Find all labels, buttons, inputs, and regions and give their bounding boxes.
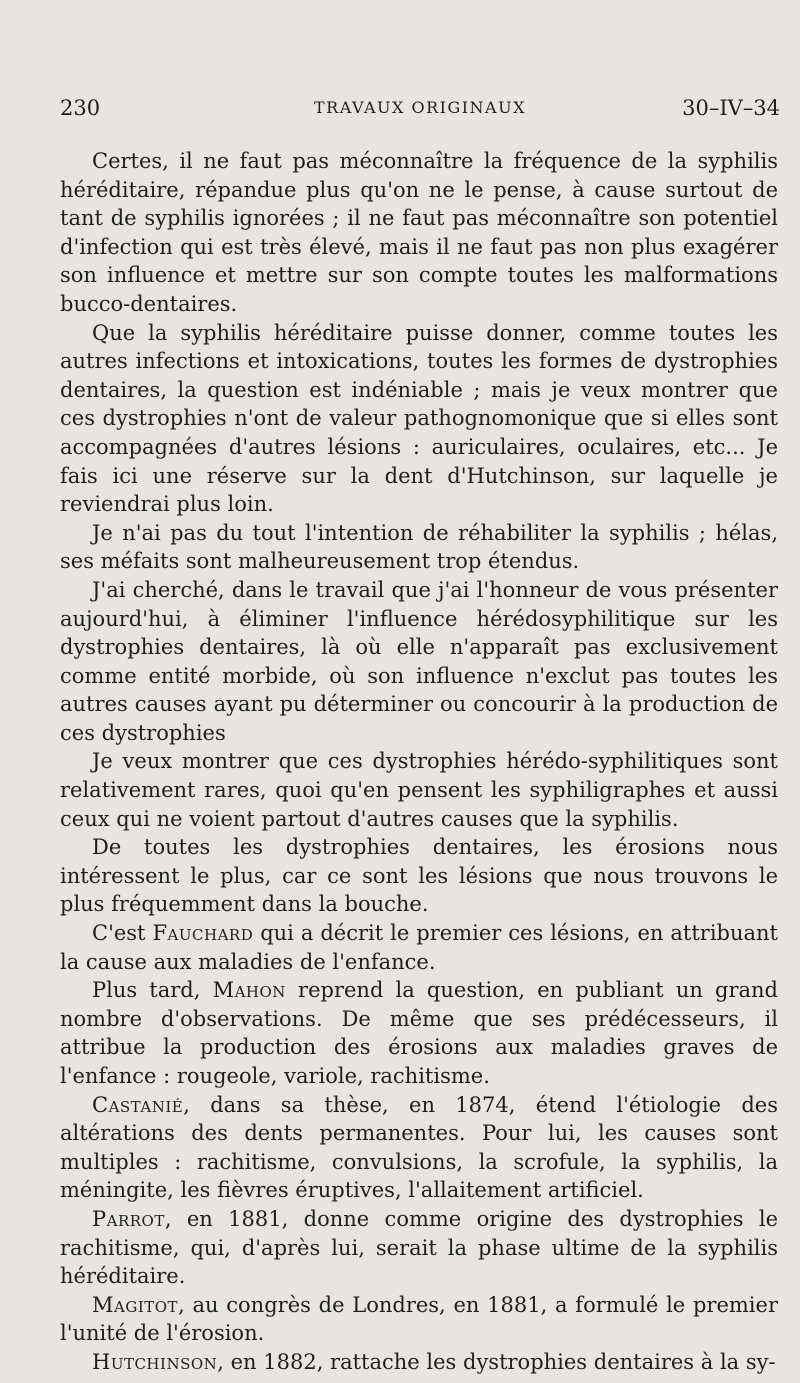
paragraph: Certes, il ne faut pas méconnaître la fréquence de la syphilis héréditaire, répandue plus qu'on ne le pense, à cause surtout de tant de syphilis ignorées ; il ne faut pas méconnaître son potentiel d'infection qui est très élevé, mais il ne faut pas non plus exagérer son influence et mettre sur son compte toutes les malformations bucco-dentaires. <box>60 149 778 316</box>
paragraph: C'est Fauchard qui a décrit le premier ces lésions, en attribuant la cause aux maladies de l'enfance. <box>60 921 778 974</box>
paragraph: Hutchinson, en 1882, rattache les dystrophies dentaires à la sy- <box>92 1349 776 1374</box>
paragraph: J'ai cherché, dans le travail que j'ai l'honneur de vous présenter aujourd'hui, à éliminer l'influence hérédosyphilitique sur les dystrophies dentaires, là où elle n'apparaît pas exclusivement comme entité morbide, où son influence n'exclut pas toutes les autres causes ayant pu déterminer ou concourir à la production de ces dystrophies <box>60 577 778 745</box>
page-header <box>60 96 780 126</box>
paragraph: De toutes les dystrophies dentaires, les érosions nous intéressent le plus, car ce sont les lésions que nous trouvons le plus fréquemment dans la bouche. <box>60 835 778 917</box>
author-name: Fauchard <box>152 921 254 946</box>
author-name: Magitot <box>92 1292 179 1317</box>
issue-date: 30–IV–34 <box>682 96 780 120</box>
body-text <box>60 147 778 1377</box>
page-number: 230 <box>60 96 101 120</box>
paragraph: Magitot, au congrès de Londres, en 1881, a formulé le premier l'unité de l'érosion. <box>60 1292 778 1346</box>
paragraph: Plus tard, Mahon reprend la question, en publiant un grand nombre d'observations. De même que ses prédécesseurs, il attribue la production des érosions aux maladies graves de l'enfance : rougeole, variole, rachitisme. <box>60 978 778 1088</box>
running-title: TRAVAUX ORIGINAUX <box>314 98 526 117</box>
paragraph: Castanié, dans sa thèse, en 1874, étend l'étiologie des altérations des dents permanentes. Pour lui, les causes sont multiples : rachitisme, convulsions, la scrofule, la syphilis, la méningite, les fièvres éruptives, l'allaitement artificiel. <box>60 1092 778 1203</box>
paragraph: Parrot, en 1881, donne comme origine des dystrophies le rachitisme, qui, d'après lui, serait la phase ultime de la syphilis héréditaire. <box>60 1206 778 1289</box>
author-name: Mahon <box>212 978 286 1003</box>
author-name: Parrot <box>92 1206 165 1231</box>
paragraph: Je n'ai pas du tout l'intention de réhabiliter la syphilis ; hélas, ses méfaits sont malheureusement trop étendus. <box>60 520 778 574</box>
author-name: Hutchinson <box>92 1349 218 1374</box>
author-name: Castanié <box>92 1092 184 1117</box>
paragraph: Je veux montrer que ces dystrophies hérédo-syphilitiques sont relativement rares, quoi qu'en pensent les syphiligraphes et aussi ceux qui ne voient partout d'autres causes que la syphilis. <box>60 749 778 831</box>
paragraph: Que la syphilis héréditaire puisse donner, comme toutes les autres infections et intoxications, toutes les formes de dystrophies dentaires, la question est indéniable ; mais je veux montrer que ces dystrophies n'ont de valeur pathognomonique que si elles sont accompagnées d'autres lésions : auriculaires, oculaires, etc... Je fais ici une réserve sur la dent d'Hutchinson, sur laquelle je reviendrai plus loin. <box>60 320 778 517</box>
